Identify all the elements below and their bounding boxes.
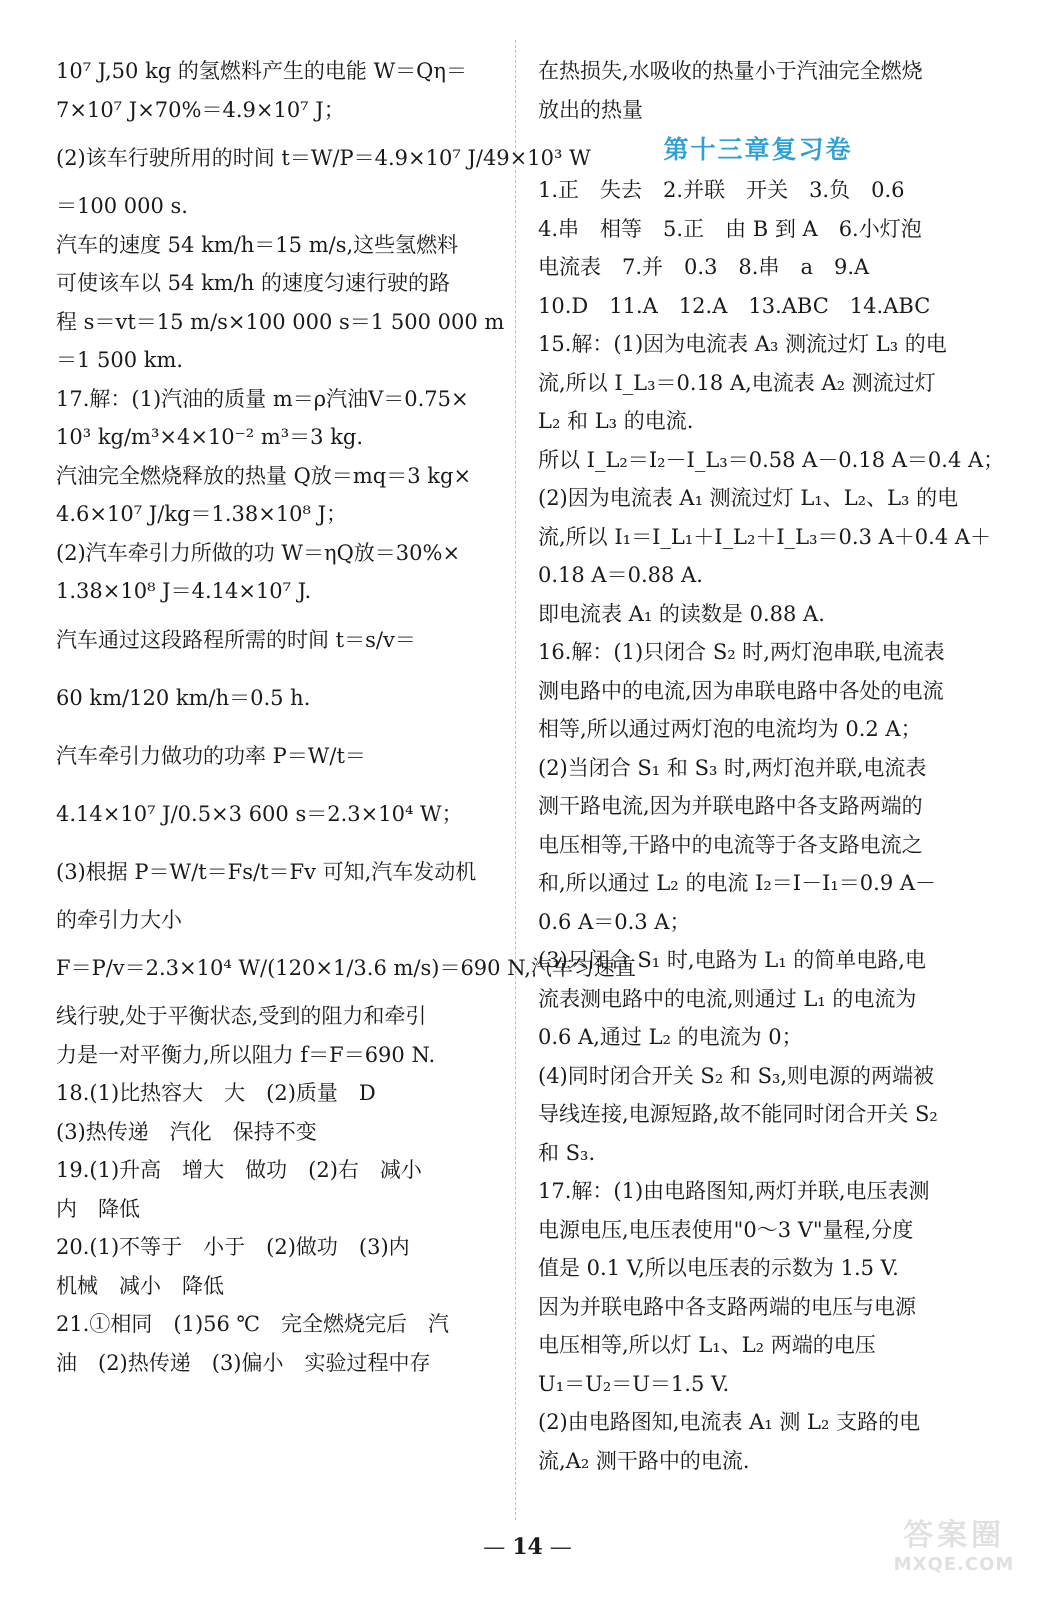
text-line: 4.6×10⁷ J/kg＝1.38×10⁸ J；	[56, 502, 348, 526]
watermark-bottom: MXQE.COM	[893, 1554, 1015, 1575]
text-line: 相等,所以通过两灯泡的电流均为 0.2 A；	[538, 717, 922, 741]
text-line: 汽车通过这段路程所需的时间 t＝s/v＝	[56, 627, 416, 652]
text-line: 10³ kg/m³×4×10⁻² m³＝3 kg.	[56, 425, 364, 449]
text-line: 导线连接,电源短路,故不能同时闭合开关 S₂	[538, 1102, 938, 1126]
text-line: 0.6 A,通过 L₂ 的电流为 0；	[538, 1025, 803, 1049]
text-line: 放出的热量	[538, 97, 643, 122]
text-line: 流,所以 I₁＝I_L₁＋I_L₂＋I_L₃＝0.3 A＋0.4 A＋	[538, 524, 992, 549]
text-line: 17.解：(1)由电路图知,两灯并联,电压表测	[538, 1179, 930, 1203]
text-line: 10.D 11.A 12.A 13.ABC 14.ABC	[538, 293, 931, 318]
text-line: 1.38×10⁸ J＝4.14×10⁷ J.	[56, 579, 312, 603]
text-line: 流表测电路中的电流,则通过 L₁ 的电流为	[538, 986, 917, 1011]
text-line: 即电流表 A₁ 的读数是 0.88 A.	[538, 601, 825, 626]
text-line: 汽油完全燃烧释放的热量 Q放＝mq＝3 kg×	[56, 463, 472, 488]
text-line: 油 (2)热传递 (3)偏小 实验过程中存	[56, 1350, 431, 1375]
text-line: 值是 0.1 V,所以电压表的示数为 1.5 V.	[538, 1256, 899, 1280]
text-line: 和,所以通过 L₂ 的电流 I₂＝I－I₁＝0.9 A－	[538, 871, 937, 895]
text-line: 的牵引力大小	[56, 907, 182, 932]
text-line: 0.6 A＝0.3 A；	[538, 909, 691, 934]
text-line: 18.(1)比热容大 大 (2)质量 D	[56, 1081, 376, 1105]
text-line: 10⁷ J,50 kg 的氢燃料产生的电能 W＝Qη＝	[56, 59, 467, 83]
text-line: 机械 减小 降低	[56, 1273, 224, 1298]
text-line: (3)热传递 汽化 保持不变	[56, 1119, 317, 1144]
text-line: 21.①相同 (1)56 ℃ 完全燃烧完后 汽	[56, 1312, 450, 1336]
text-line: 所以 I_L₂＝I₂－I_L₃＝0.58 A－0.18 A＝0.4 A；	[538, 447, 1005, 472]
column-divider	[515, 40, 516, 1520]
text-line: (3)根据 P＝W/t＝Fs/t＝Fv 可知,汽车发动机	[56, 859, 477, 884]
text-line: 和 S₃.	[538, 1140, 596, 1165]
text-line: 16.解：(1)只闭合 S₂ 时,两灯泡串联,电流表	[538, 640, 945, 664]
text-line: 电压相等,干路中的电流等于各支路电流之	[538, 832, 923, 857]
text-line: 电压相等,所以灯 L₁、L₂ 两端的电压	[538, 1333, 876, 1357]
text-line: F＝P/v＝2.3×10⁴ W/(120×1/3.6 m/s)＝690 N,汽车匀速直	[56, 956, 636, 980]
text-line: 流,A₂ 测干路中的电流.	[538, 1448, 750, 1473]
text-line: 4.串 相等 5.正 由 B 到 A 6.小灯泡	[538, 216, 922, 241]
text-line: 流,所以 I_L₃＝0.18 A,电流表 A₂ 测流过灯	[538, 370, 936, 395]
text-line: 力是一对平衡力,所以阻力 f＝F＝690 N.	[56, 1042, 436, 1067]
text-line: ＝100 000 s.	[56, 194, 188, 218]
text-line: (2)当闭合 S₁ 和 S₃ 时,两灯泡并联,电流表	[538, 755, 927, 780]
text-line: (3)只闭合 S₁ 时,电路为 L₁ 的简单电路,电	[538, 948, 926, 972]
text-line: (4)同时闭合开关 S₂ 和 S₃,则电源的两端被	[538, 1063, 935, 1088]
watermark-logo	[879, 1510, 1029, 1586]
text-line: ＝1 500 km.	[56, 348, 184, 372]
text-line: 程 s＝vt＝15 m/s×100 000 s＝1 500 000 m	[56, 309, 505, 334]
text-line: 内 降低	[56, 1196, 140, 1221]
text-line: 7×10⁷ J×70%＝4.9×10⁷ J；	[56, 97, 345, 122]
text-line: 因为并联电路中各支路两端的电压与电源	[538, 1294, 916, 1319]
text-line: 1.正 失去 2.并联 开关 3.负 0.6	[538, 178, 905, 202]
text-line: L₂ 和 L₃ 的电流.	[538, 409, 694, 433]
text-line: 20.(1)不等于 小于 (2)做功 (3)内	[56, 1235, 410, 1259]
text-line: 汽车的速度 54 km/h＝15 m/s,这些氢燃料	[56, 232, 459, 257]
text-line: 电源电压,电压表使用"0～3 V"量程,分度	[538, 1217, 914, 1242]
text-line: 测干路电流,因为并联电路中各支路两端的	[538, 794, 923, 818]
watermark-top: 答案圈	[903, 1518, 1005, 1553]
text-line: 测电路中的电流,因为串联电路中各处的电流	[538, 678, 944, 703]
text-line: (2)因为电流表 A₁ 测流过灯 L₁、L₂、L₃ 的电	[538, 486, 959, 510]
text-line: U₁＝U₂＝U＝1.5 V.	[538, 1371, 730, 1396]
text-line: 可使该车以 54 km/h 的速度匀速行驶的路	[56, 271, 450, 295]
right-column	[538, 52, 1005, 1480]
text-line: 17.解：(1)汽油的质量 m＝ρ汽油V＝0.75×	[56, 386, 469, 411]
chapter-title: 第十三章复习卷	[663, 135, 853, 164]
text-line: 15.解：(1)因为电流表 A₃ 测流过灯 L₃ 的电	[538, 332, 947, 356]
text-line: 在热损失,水吸收的热量小于汽油完全燃烧	[538, 59, 923, 83]
text-line: 电流表 7.并 0.3 8.串 a 9.A	[538, 255, 870, 279]
text-line: 60 km/120 km/h＝0.5 h.	[56, 685, 311, 710]
page-number: — 14 —	[483, 1534, 572, 1560]
text-line: 19.(1)升高 增大 做功 (2)右 减小	[56, 1158, 422, 1182]
text-line: (2)该车行驶所用的时间 t＝W/P＝4.9×10⁷ J/49×10³ W	[56, 146, 591, 170]
text-line: (2)由电路图知,电流表 A₁ 测 L₂ 支路的电	[538, 1410, 921, 1434]
text-line: 线行驶,处于平衡状态,受到的阻力和牵引	[56, 1004, 427, 1028]
text-line: (2)汽车牵引力所做的功 W＝ηQ放＝30%×	[56, 540, 461, 565]
page-number-value: 14	[512, 1534, 543, 1560]
text-line: 汽车牵引力做功的功率 P＝W/t＝	[56, 743, 366, 768]
text-line: 0.18 A＝0.88 A.	[538, 563, 703, 587]
text-line: 4.14×10⁷ J/0.5×3 600 s＝2.3×10⁴ W；	[56, 801, 463, 826]
right-lines	[538, 171, 1005, 1480]
